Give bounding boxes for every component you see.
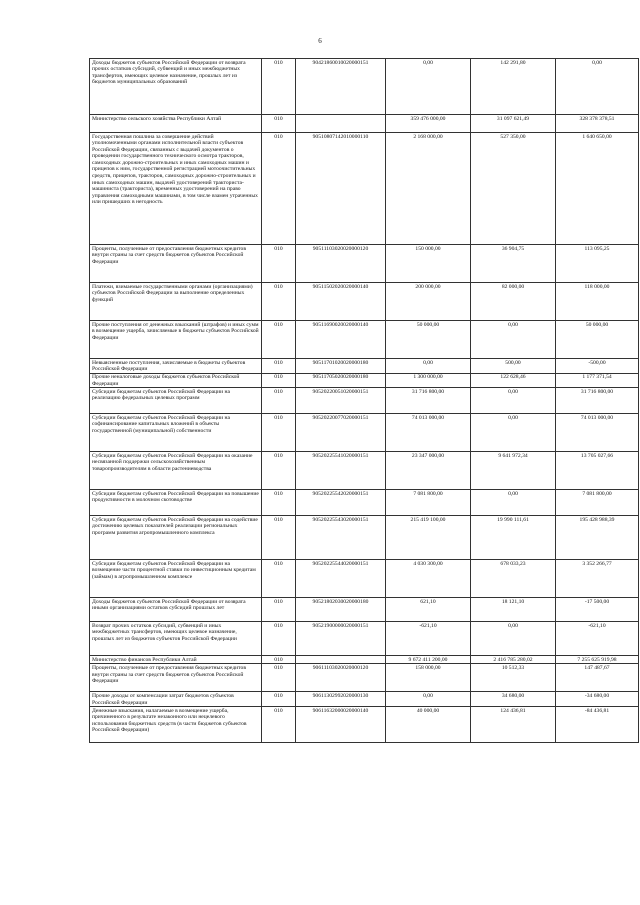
row-fact-cell: 18 121,10	[471, 598, 556, 622]
row-fact-cell: 500,00	[471, 359, 556, 374]
row-plan-cell: 1 300 000,00	[386, 373, 471, 388]
row-diff-cell: 31 716 800,00	[556, 388, 639, 414]
row-kbk-cell: 90520225544020000151	[296, 560, 386, 598]
row-plan-cell: 23 347 000,00	[386, 452, 471, 490]
row-kbk-cell: 90511103020020000120	[296, 245, 386, 283]
row-kbk-cell: 90611632000020000140	[296, 707, 386, 743]
row-plan-cell: 359 476 000,00	[386, 115, 471, 133]
row-code-cell: 010	[262, 490, 296, 516]
row-name-cell: Субсидии бюджетам субъектов Российской Федерации на содействие достижению целевых показателей реализации региональных программ развития агропромышленного комплекса	[90, 516, 262, 560]
row-plan-cell: 9 672 411 200,00	[386, 656, 471, 664]
table-row	[90, 598, 639, 622]
row-code-cell: 010	[262, 560, 296, 598]
row-name-cell: Прочие поступления от денежных взысканий (штрафов) и иных сумм в возмещение ущерба, зачисляемые в бюджеты субъектов Российской Федерации	[90, 321, 262, 359]
table-row	[90, 622, 639, 656]
table-row	[90, 321, 639, 359]
row-kbk-cell: 90611103020020000120	[296, 664, 386, 692]
row-diff-cell: 147 487,67	[556, 664, 639, 692]
row-kbk-cell	[296, 115, 386, 133]
row-name-cell: Субсидии бюджетам субъектов Российской Федерации на повышение продуктивности в молочном скотоводстве	[90, 490, 262, 516]
row-plan-cell: 0,00	[386, 692, 471, 707]
row-fact-cell: 0,00	[471, 414, 556, 452]
row-fact-cell: 527 350,00	[471, 133, 556, 245]
row-name-cell: Министерство финансов Республики Алтай	[90, 656, 262, 664]
page-number: 6	[318, 37, 322, 45]
row-fact-cell: 19 990 111,61	[471, 516, 556, 560]
row-kbk-cell: 90421860010020000151	[296, 59, 386, 115]
row-name-cell: Субсидии бюджетам субъектов Российской Федерации на софинансирование капитальных вложений в объекты государственной (муниципальной) собственности	[90, 414, 262, 452]
row-plan-cell: 158 000,00	[386, 664, 471, 692]
row-fact-cell: 31 097 621,49	[471, 115, 556, 133]
row-name-cell: Субсидии бюджетам субъектов Российской Федерации на оказание несвязанной поддержки сельскохозяйственным товаропроизводителям в области растениеводства	[90, 452, 262, 490]
row-fact-cell: 10 512,33	[471, 664, 556, 692]
table-row	[90, 664, 639, 692]
row-fact-cell: 0,00	[471, 321, 556, 359]
row-name-cell: Проценты, полученные от предоставления бюджетных кредитов внутри страны за счет средств бюджетов субъектов Российской Федерации	[90, 664, 262, 692]
row-fact-cell: 142 291,80	[471, 59, 556, 115]
row-name-cell: Проценты, полученные от предоставления бюджетных кредитов внутри страны за счет средств бюджетов субъектов Российской Федерации	[90, 245, 262, 283]
row-diff-cell: 1 177 371,54	[556, 373, 639, 388]
row-fact-cell: 36 904,75	[471, 245, 556, 283]
row-diff-cell: 328 378 378,51	[556, 115, 639, 133]
row-name-cell: Субсидии бюджетам субъектов Российской Федерации на реализацию федеральных целевых программ	[90, 388, 262, 414]
row-diff-cell: 13 705 027,66	[556, 452, 639, 490]
row-code-cell: 010	[262, 622, 296, 656]
row-kbk-cell: 90521802030020000180	[296, 598, 386, 622]
row-code-cell: 010	[262, 656, 296, 664]
row-diff-cell: 0,00	[556, 59, 639, 115]
row-fact-cell: 82 000,00	[471, 283, 556, 321]
row-code-cell: 010	[262, 115, 296, 133]
row-plan-cell: 200 000,00	[386, 283, 471, 321]
row-fact-cell: 124 436,81	[471, 707, 556, 743]
row-diff-cell: -500,00	[556, 359, 639, 374]
row-name-cell: Доходы бюджетов субъектов Российской Федерации от возврата иными организациями остатков субсидий прошлых лет	[90, 598, 262, 622]
row-plan-cell: 0,00	[386, 359, 471, 374]
row-diff-cell: -17 500,00	[556, 598, 639, 622]
row-fact-cell: 2 416 785 280,02	[471, 656, 556, 664]
row-kbk-cell	[296, 656, 386, 664]
row-diff-cell: 113 095,25	[556, 245, 639, 283]
row-diff-cell: -84 436,81	[556, 707, 639, 743]
table-row	[90, 414, 639, 452]
row-code-cell: 010	[262, 664, 296, 692]
row-plan-cell: 4 030 300,00	[386, 560, 471, 598]
row-name-cell: Прочие неналоговые доходы бюджетов субъектов Российской Федерации	[90, 373, 262, 388]
row-kbk-cell: 90611302992020000130	[296, 692, 386, 707]
table-row	[90, 656, 639, 664]
table-row	[90, 707, 639, 743]
row-code-cell: 010	[262, 516, 296, 560]
row-kbk-cell: 90511705020020000180	[296, 373, 386, 388]
row-plan-cell: 621,10	[386, 598, 471, 622]
row-plan-cell: -621,10	[386, 622, 471, 656]
table-row	[90, 490, 639, 516]
row-diff-cell: 74 013 000,00	[556, 414, 639, 452]
row-diff-cell: 7 081 800,00	[556, 490, 639, 516]
row-code-cell: 010	[262, 59, 296, 115]
table-row	[90, 115, 639, 133]
row-name-cell: Доходы бюджетов субъектов Российской Федерации от возврата прочих остатков субсидий, субвенций и иных межбюджетных трансфертов, имеющих целевое назначение, прошлых лет из бюджетов муниципальных образований	[90, 59, 262, 115]
row-name-cell: Министерство сельского хозяйства Республики Алтай	[90, 115, 262, 133]
row-kbk-cell: 90520220077020000151	[296, 414, 386, 452]
row-plan-cell: 50 000,00	[386, 321, 471, 359]
row-plan-cell: 0,00	[386, 59, 471, 115]
row-code-cell: 010	[262, 598, 296, 622]
row-code-cell: 010	[262, 373, 296, 388]
revenue-table	[89, 58, 639, 743]
row-diff-cell: 118 000,00	[556, 283, 639, 321]
row-plan-cell: 150 000,00	[386, 245, 471, 283]
row-plan-cell: 7 081 800,00	[386, 490, 471, 516]
row-name-cell: Государственная пошлина за совершение действий уполномоченными органами исполнительной власти субъектов Российской Федерации, связанных с выдачей документов о проведении государственного технического осмотра тракторов, самоходных дорожно-строительных и иных самоходных машин и прицепов к ним, государственной регистрацией мотоочистительных средств, прицепов, тракторов, самоходных дорожно-строительных и иных самоходных машин, выдачей удостоверений тракториста-машиниста (тракториста), временных удостоверений на право управления самоходными машинами, в том числе взамен утраченных или пришедших в негодность	[90, 133, 262, 245]
row-kbk-cell: 90521900000020000151	[296, 622, 386, 656]
row-diff-cell: 7 255 625 919,98	[556, 656, 639, 664]
row-kbk-cell: 90511502020020000140	[296, 283, 386, 321]
table-row	[90, 388, 639, 414]
table-row	[90, 692, 639, 707]
row-plan-cell: 31 716 800,00	[386, 388, 471, 414]
row-diff-cell: 195 428 988,39	[556, 516, 639, 560]
row-code-cell: 010	[262, 359, 296, 374]
row-code-cell: 010	[262, 245, 296, 283]
table-row	[90, 373, 639, 388]
row-fact-cell: 0,00	[471, 490, 556, 516]
row-kbk-cell: 90520225542020000151	[296, 490, 386, 516]
row-kbk-cell: 90511701020020000180	[296, 359, 386, 374]
row-name-cell: Субсидии бюджетам субъектов Российской Федерации на возмещение части процентной ставки по инвестиционным кредитам (займам) в агропромышленном комплексе	[90, 560, 262, 598]
table-row	[90, 245, 639, 283]
row-kbk-cell: 90511690020020000140	[296, 321, 386, 359]
row-name-cell: Денежные взыскания, налагаемые в возмещение ущерба, причиненного в результате незаконного или нецелевого использования бюджетных средств (в части бюджетов субъектов Российской Федерации)	[90, 707, 262, 743]
row-code-cell: 010	[262, 388, 296, 414]
row-code-cell: 010	[262, 321, 296, 359]
table-row	[90, 359, 639, 374]
row-diff-cell: 3 352 266,77	[556, 560, 639, 598]
row-fact-cell: 122 628,46	[471, 373, 556, 388]
row-fact-cell: 0,00	[471, 622, 556, 656]
row-code-cell: 010	[262, 452, 296, 490]
row-diff-cell: -621,10	[556, 622, 639, 656]
row-kbk-cell: 90510807142010000110	[296, 133, 386, 245]
row-name-cell: Прочие доходы от компенсации затрат бюджетов субъектов Российской Федерации	[90, 692, 262, 707]
row-name-cell: Невыясненные поступления, зачисляемые в бюджеты субъектов Российской Федерации	[90, 359, 262, 374]
table-row	[90, 283, 639, 321]
row-code-cell: 010	[262, 283, 296, 321]
row-code-cell: 010	[262, 692, 296, 707]
row-code-cell: 010	[262, 414, 296, 452]
row-code-cell: 010	[262, 133, 296, 245]
row-plan-cell: 215 419 100,00	[386, 516, 471, 560]
table-row	[90, 133, 639, 245]
row-name-cell: Платежи, взимаемые государственными органами (организациями) субъектов Российской Федерации за выполнение определенных функций	[90, 283, 262, 321]
row-diff-cell: 1 640 650,00	[556, 133, 639, 245]
row-name-cell: Возврат прочих остатков субсидий, субвенций и иных межбюджетных трансфертов, имеющих целевое назначение, прошлых лет из бюджетов субъектов Российской Федерации	[90, 622, 262, 656]
table-row	[90, 516, 639, 560]
row-plan-cell: 40 000,00	[386, 707, 471, 743]
row-kbk-cell: 90520225543020000151	[296, 516, 386, 560]
table-row	[90, 560, 639, 598]
table-row	[90, 59, 639, 115]
row-fact-cell: 678 033,23	[471, 560, 556, 598]
row-fact-cell: 34 680,00	[471, 692, 556, 707]
row-diff-cell: -34 680,00	[556, 692, 639, 707]
row-fact-cell: 0,00	[471, 388, 556, 414]
table-row	[90, 452, 639, 490]
row-code-cell: 010	[262, 707, 296, 743]
row-plan-cell: 74 013 000,00	[386, 414, 471, 452]
row-plan-cell: 2 168 000,00	[386, 133, 471, 245]
row-kbk-cell: 90520220051020000151	[296, 388, 386, 414]
row-diff-cell: 50 000,00	[556, 321, 639, 359]
row-kbk-cell: 90520225541020000151	[296, 452, 386, 490]
row-fact-cell: 9 641 972,34	[471, 452, 556, 490]
